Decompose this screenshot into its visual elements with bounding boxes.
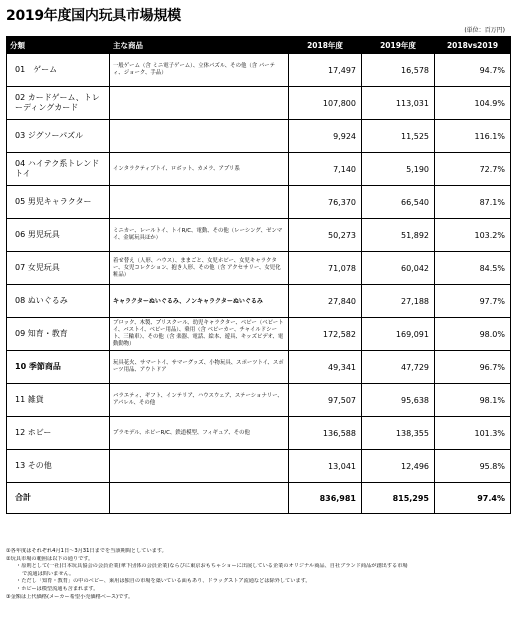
- row-2019: 95,638: [362, 384, 435, 417]
- row-products: インタラクティブトイ、ロボット、カメラ、アプリ系: [110, 153, 289, 186]
- row-ratio: 94.7%: [435, 54, 511, 87]
- row-category: 06 男児玩具: [7, 219, 110, 252]
- table-row: [7, 252, 511, 285]
- row-category: 08 ぬいぐるみ: [7, 285, 110, 318]
- row-2018: 76,370: [289, 186, 362, 219]
- table-row: [7, 153, 511, 186]
- header-products: 主な商品: [110, 37, 289, 54]
- row-category: 01 ゲーム: [7, 54, 110, 87]
- footnote: ・ただし「知育・教育」の中のベビー、乗用は独自の市場を築いている面もあり、ドラッグストア流通などは除外しています。: [16, 578, 311, 585]
- footnote: ・ホビーは模型流通も含まれます。: [16, 585, 99, 592]
- table-row: [7, 417, 511, 450]
- table-row: [7, 318, 511, 351]
- table-row: [7, 219, 511, 252]
- row-2018: 49,341: [289, 351, 362, 384]
- footnote: ・原則として(一社)日本玩具協会の会員企業(傘下団体の会員企業)ならびに東京おもちゃショーに出展している企業のオリジナル商品、自社ブランド商品が創出する市場: [16, 563, 408, 570]
- total-2018: 836,981: [289, 483, 362, 514]
- table-row: [7, 351, 511, 384]
- row-products: [110, 186, 289, 219]
- row-category: 13 その他: [7, 450, 110, 483]
- total-ratio: 97.4%: [435, 483, 511, 514]
- header-2018: 2018年度: [289, 37, 362, 54]
- row-category: 11 雑貨: [7, 384, 110, 417]
- row-products: [110, 87, 289, 120]
- row-ratio: 95.8%: [435, 450, 511, 483]
- row-ratio: 116.1%: [435, 120, 511, 153]
- unit-label: (単位：百万円): [464, 27, 505, 34]
- row-2019: 51,892: [362, 219, 435, 252]
- row-category: 12 ホビー: [7, 417, 110, 450]
- row-ratio: 101.3%: [435, 417, 511, 450]
- row-2018: 172,582: [289, 318, 362, 351]
- row-ratio: 72.7%: [435, 153, 511, 186]
- row-category: 04 ハイテク系トレンドトイ: [7, 153, 110, 186]
- row-2018: 9,924: [289, 120, 362, 153]
- row-category: 02 カードゲーム、トレーディングカード: [7, 87, 110, 120]
- table-row: [7, 87, 511, 120]
- row-ratio: 98.0%: [435, 318, 511, 351]
- page-title: 2019年度国内玩具市場規模: [6, 8, 181, 24]
- footnote: ②玩具市場の範囲は以下の通りです。: [6, 555, 94, 562]
- market-table: [6, 36, 511, 514]
- total-2019: 815,295: [362, 483, 435, 514]
- total-row: [7, 483, 511, 514]
- row-ratio: 87.1%: [435, 186, 511, 219]
- table-header-row: [7, 37, 511, 54]
- row-2018: 50,273: [289, 219, 362, 252]
- row-2019: 27,188: [362, 285, 435, 318]
- footnote: ①各年度はそれぞれ4月1日～3月31日までを当該期間としています。: [6, 548, 167, 554]
- table-row: [7, 120, 511, 153]
- row-2018: 107,800: [289, 87, 362, 120]
- row-2019: 12,496: [362, 450, 435, 483]
- total-products: [110, 483, 289, 514]
- row-products: プラモデル、ホビーR/C、鉄道模型、フィギュア、その他: [110, 417, 289, 450]
- header-2019: 2019年度: [362, 37, 435, 54]
- row-category: 10 季節商品: [7, 351, 110, 384]
- row-products: バラエティ、ギフト、インテリア、ハウスウェア、ステーショナリー、アパレル、その他: [110, 384, 289, 417]
- row-products: ブロック、木製、プリスクール、幼児キャラクター、ベビー（ベビートイ、バストイ、ベビー用品）、乗用（含 ベビーカー、チャイルドシート、三輪車）、その他（含 楽器、電話、絵本、遊具、キッズビデオ、電動動物）: [110, 318, 289, 351]
- row-category: 03 ジグソーパズル: [7, 120, 110, 153]
- row-products: 着せ替え（人形、ハウス）、ままごと、女児ホビー、女児キャラクター、女児コレクション、抱き人形、その他（含 アクセサリー、女児化粧品）: [110, 252, 289, 285]
- table-row: [7, 54, 511, 87]
- row-ratio: 84.5%: [435, 252, 511, 285]
- row-ratio: 98.1%: [435, 384, 511, 417]
- footnote: ③金額は上代価格(メーカー希望小売価格ベース)です。: [6, 593, 134, 600]
- header-category: 分類: [7, 37, 110, 54]
- table-row: [7, 285, 511, 318]
- row-2019: 169,091: [362, 318, 435, 351]
- total-label: 合計: [7, 483, 110, 514]
- row-products: 一般ゲーム（含 ミニ電子ゲーム）、立体パズル、その他（含 パーティ、ジョーク、手品）: [110, 54, 289, 87]
- row-2018: 136,588: [289, 417, 362, 450]
- row-category: 07 女児玩具: [7, 252, 110, 285]
- row-products: キャラクターぬいぐるみ、ノンキャラクターぬいぐるみ: [110, 285, 289, 318]
- row-products: [110, 450, 289, 483]
- row-2019: 66,540: [362, 186, 435, 219]
- row-ratio: 104.9%: [435, 87, 511, 120]
- footnote: で流通は問いません。: [22, 570, 75, 577]
- row-2018: 13,041: [289, 450, 362, 483]
- table-row: [7, 384, 511, 417]
- row-ratio: 96.7%: [435, 351, 511, 384]
- row-2018: 27,840: [289, 285, 362, 318]
- row-2019: 47,729: [362, 351, 435, 384]
- row-2019: 113,031: [362, 87, 435, 120]
- row-products: 玩具花火、サマートイ、サマーグッズ、小物玩具、スポーツトイ、スポーツ用品、アウトドア: [110, 351, 289, 384]
- row-2018: 71,078: [289, 252, 362, 285]
- header-ratio: 2018vs2019: [435, 37, 511, 54]
- row-category: 09 知育・教育: [7, 318, 110, 351]
- row-products: [110, 120, 289, 153]
- row-2019: 138,355: [362, 417, 435, 450]
- footnotes: [6, 548, 511, 601]
- table-row: [7, 186, 511, 219]
- row-2019: 60,042: [362, 252, 435, 285]
- table-row: [7, 450, 511, 483]
- row-2018: 17,497: [289, 54, 362, 87]
- row-2019: 16,578: [362, 54, 435, 87]
- row-2018: 97,507: [289, 384, 362, 417]
- row-products: ミニカー、レールトイ、トイR/C、電動、その他（レーシング、ゼンマイ、金属玩具ほか）: [110, 219, 289, 252]
- row-2018: 7,140: [289, 153, 362, 186]
- row-2019: 5,190: [362, 153, 435, 186]
- row-ratio: 103.2%: [435, 219, 511, 252]
- row-category: 05 男児キャラクター: [7, 186, 110, 219]
- row-2019: 11,525: [362, 120, 435, 153]
- row-ratio: 97.7%: [435, 285, 511, 318]
